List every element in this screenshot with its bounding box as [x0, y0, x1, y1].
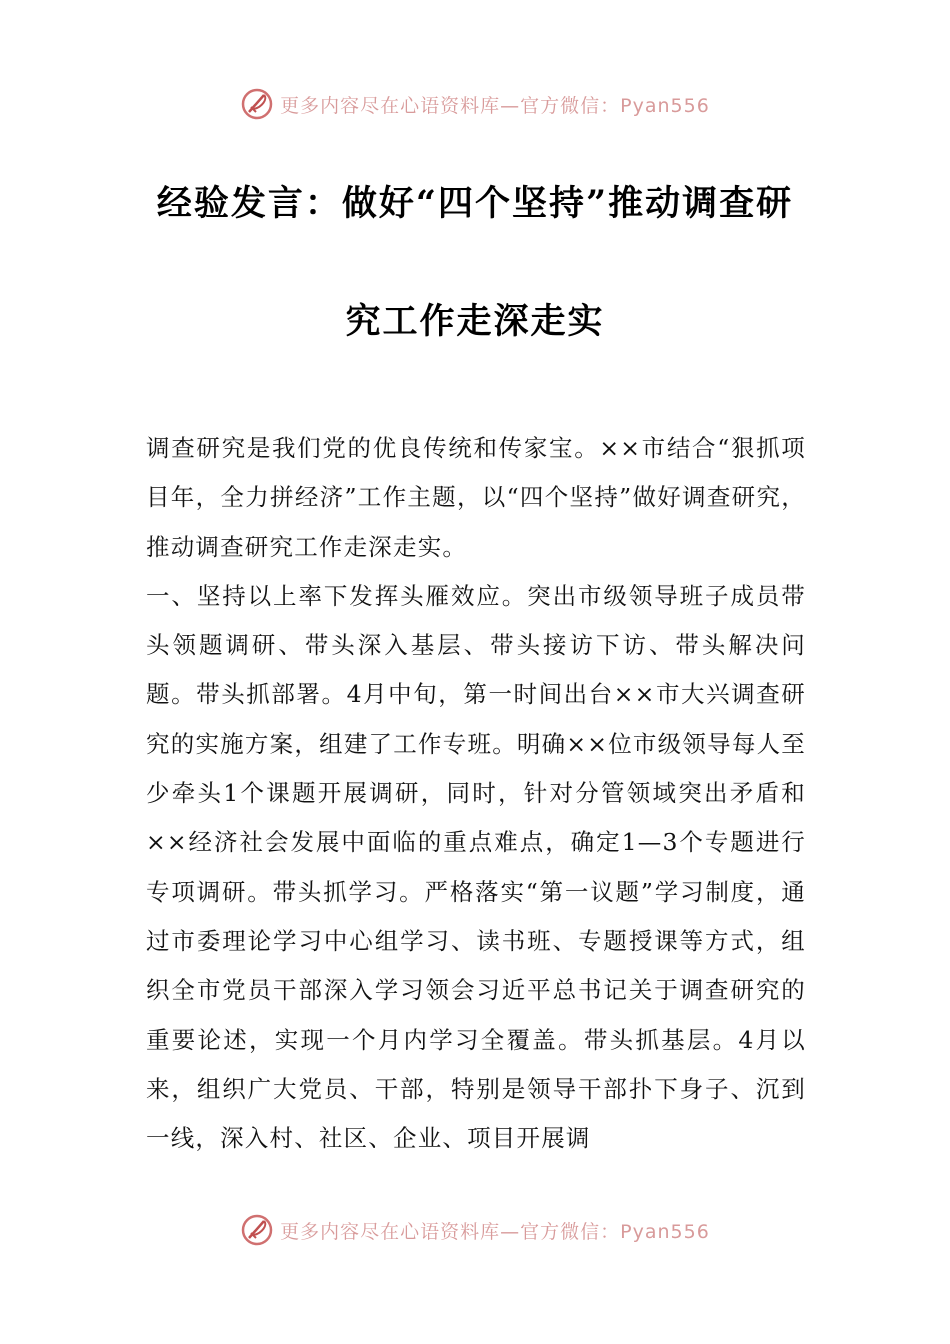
watermark-text: 更多内容尽在心语资料库—官方微信：Pyan556 — [280, 1220, 710, 1243]
body-paragraph-2: 一、坚持以上率下发挥头雁效应。突出市级领导班子成员带头领题调研、带头深入基层、带头接访下访、带头解决问题。带头抓部署。4月中旬，第一时间出台××市大兴调查研究的实施方案，组建了工作专班。明确××位市级领导每人至少牵头1个课题开展调研，同时，针对分管领域突出矛盾和××经济社会发展中面临的重点难点，确定1—3个专题进行专项调研。带头抓学习。严格落实“第一议题”学习制度，通过市委理论学习中心组学习、读书班、专题授课等方式，组织全市党员干部深入学习领会习近平总书记关于调查研究的重要论述，实现一个月内学习全覆盖。带头抓基层。4月以来，组织广大党员、干部，特别是领导干部扑下身子、沉到一线，深入村、社区、企业、项目开展调 — [146, 581, 806, 1153]
document-body — [146, 424, 806, 1163]
quill-logo-icon — [240, 1213, 274, 1247]
document-title-line-2: 究工作走深走实 — [345, 301, 605, 342]
quill-logo-icon — [240, 87, 274, 121]
watermark-text: 更多内容尽在心语资料库—官方微信：Pyan556 — [280, 94, 710, 117]
watermark-banner-top — [0, 84, 950, 124]
body-paragraph-1: 调查研究是我们党的优良传统和传家宝。××市结合“狠抓项目年，全力拼经济”工作主题，以“四个坚持”做好调查研究，推动调查研究工作走深走实。 — [146, 434, 806, 561]
document-title-line-1: 经验发言：做好“四个坚持”推动调查研 — [156, 183, 794, 224]
watermark-banner-bottom — [0, 1210, 950, 1250]
